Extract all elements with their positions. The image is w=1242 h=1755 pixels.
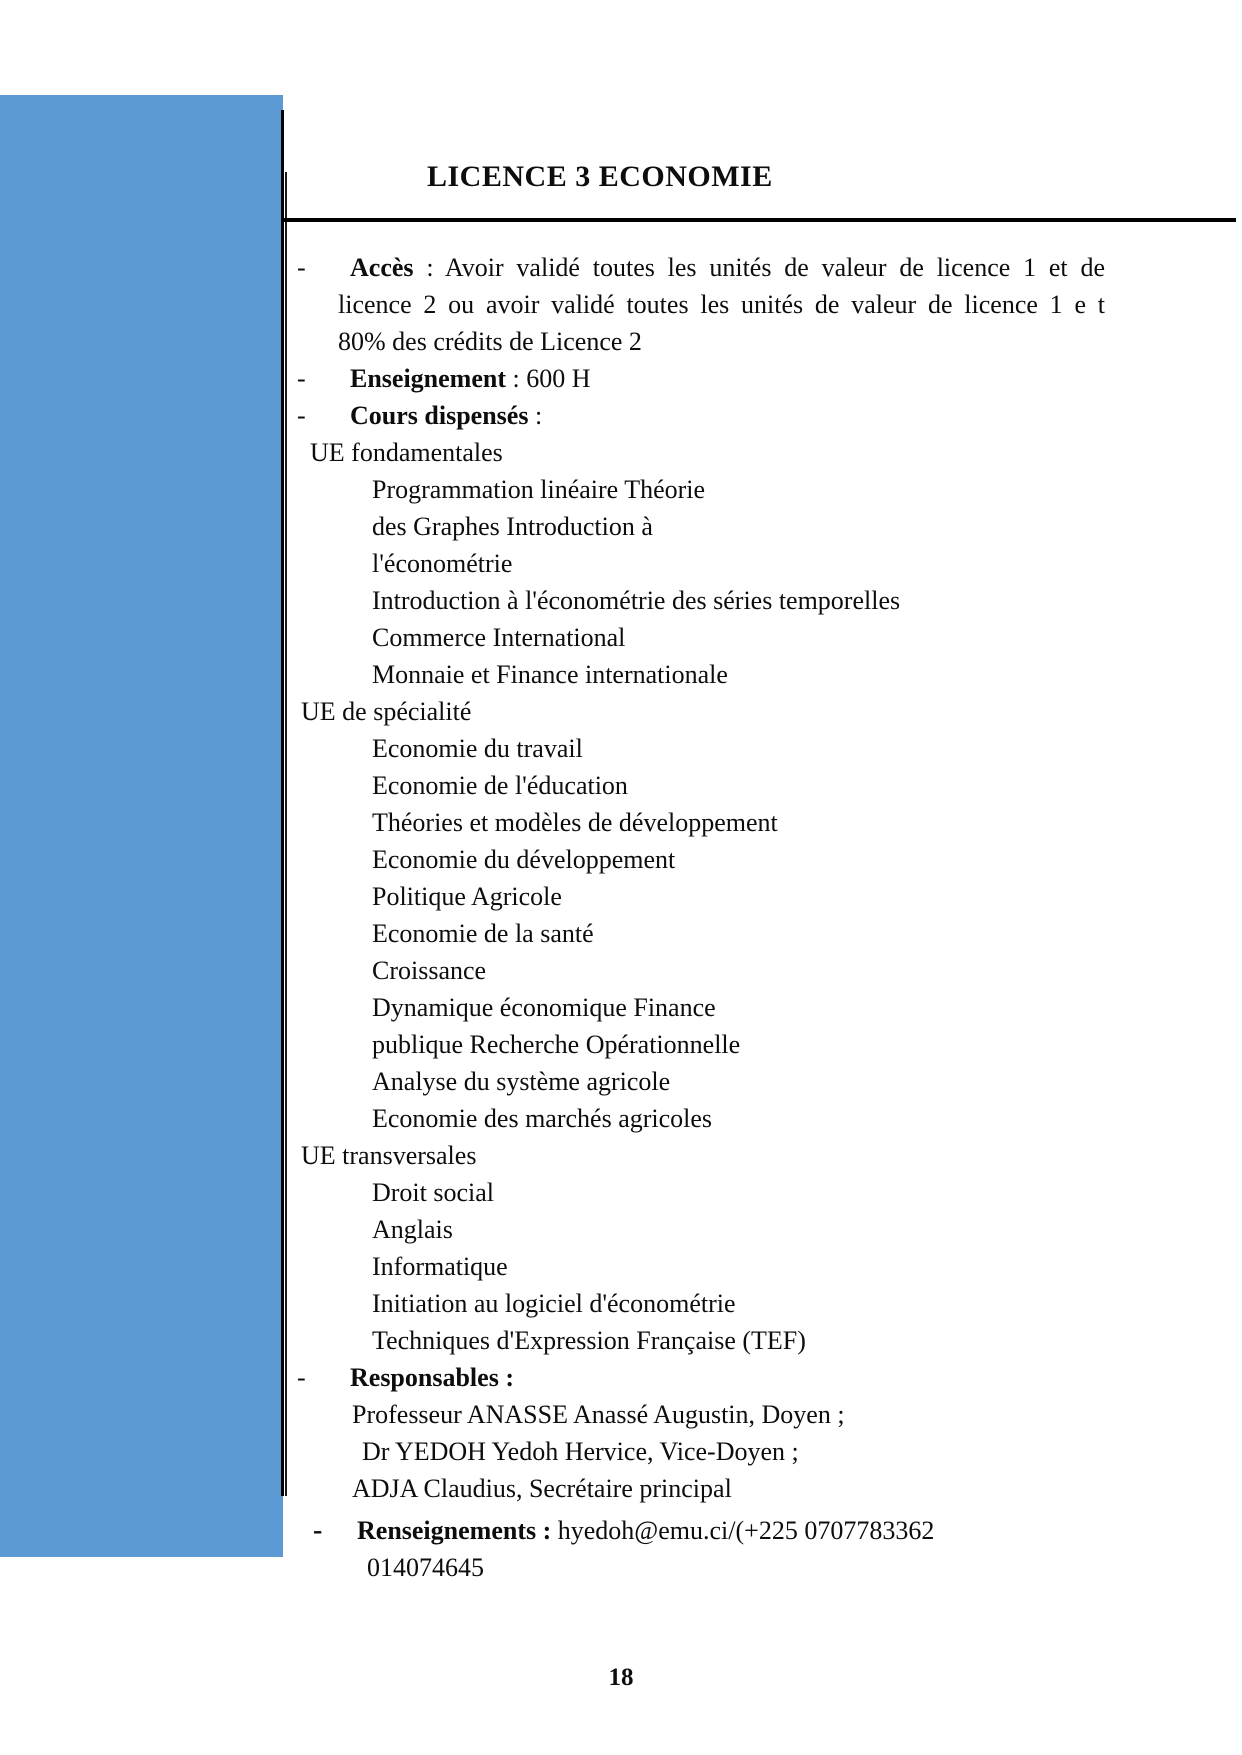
course-item: Analyse du système agricole: [372, 1067, 671, 1096]
title-underline-rule: [281, 218, 1236, 222]
course-item: Politique Agricole: [372, 882, 562, 911]
responsables-label: Responsables :: [350, 1363, 514, 1392]
enseignement-value: : 600 H: [506, 364, 591, 393]
course-item: Initiation au logiciel d'économétrie: [372, 1289, 736, 1318]
responsable-name: Dr YEDOH Yedoh Hervice, Vice-Doyen ;: [362, 1437, 799, 1466]
page-number: 18: [608, 1664, 634, 1691]
course-item: Economie de l'éducation: [372, 771, 628, 800]
course-item: Techniques d'Expression Française (TEF): [372, 1326, 806, 1355]
responsables-line: [283, 1359, 1183, 1396]
bullet-dash: -: [297, 364, 306, 393]
enseignement-label: Enseignement: [350, 364, 506, 393]
enseignement-line: [283, 360, 1183, 397]
bullet-dash: -: [313, 1515, 323, 1546]
course-item: l'économétrie: [372, 549, 513, 578]
renseignements-label: Renseignements :: [357, 1516, 552, 1545]
course-item: Anglais: [372, 1215, 453, 1244]
course-item: publique Recherche Opérationnelle: [372, 1030, 741, 1059]
cours-label: Cours dispensés: [350, 401, 529, 430]
responsable-name: Professeur ANASSE Anassé Augustin, Doyen ;: [352, 1400, 845, 1429]
document-body: [283, 249, 1183, 1586]
course-item: Economie du travail: [372, 734, 583, 763]
access-line-3: 80% des crédits de Licence 2: [338, 327, 642, 356]
responsable-name: ADJA Claudius, Secrétaire principal: [352, 1474, 732, 1503]
course-item: Economie des marchés agricoles: [372, 1104, 713, 1133]
renseignements-phone: 014074645: [367, 1553, 484, 1582]
course-item: Croissance: [372, 956, 487, 985]
course-item: Economie de la santé: [372, 919, 594, 948]
access-text-1: : Avoir validé toutes les unités de valeur de licence 1 et de: [413, 253, 1105, 282]
page-title: LICENCE 3 ECONOMIE: [427, 160, 773, 193]
course-item: des Graphes Introduction à: [372, 512, 653, 541]
access-label: Accès: [350, 253, 414, 282]
renseignements-line: [283, 1512, 1183, 1549]
access-line-2: licence 2 ou avoir validé toutes les unités de valeur de licence 1 e t: [338, 290, 1105, 319]
bullet-dash: -: [297, 1363, 306, 1392]
blue-sidebar-rectangle: [0, 95, 283, 1557]
course-item: Economie du développement: [372, 845, 676, 874]
ue-specialite-header: UE de spécialité: [301, 697, 472, 726]
course-item: Informatique: [372, 1252, 508, 1281]
course-item: Droit social: [372, 1178, 495, 1207]
course-item: Dynamique économique Finance: [372, 993, 716, 1022]
ue-transversales-header: UE transversales: [301, 1141, 477, 1170]
course-item: Monnaie et Finance internationale: [372, 660, 728, 689]
ue-fondamentales-header: UE fondamentales: [310, 438, 503, 467]
renseignements-contact: hyedoh@emu.ci/(+225 0707783362: [551, 1516, 935, 1545]
course-item: Introduction à l'économétrie des séries temporelles: [372, 586, 901, 615]
bullet-dash: -: [297, 401, 306, 430]
cours-dispenses-line: [283, 397, 1183, 434]
course-item: Commerce International: [372, 623, 626, 652]
course-item: Théories et modèles de développement: [372, 808, 778, 837]
bullet-dash: -: [297, 253, 306, 282]
course-item: Programmation linéaire Théorie: [372, 475, 706, 504]
access-line-1: [283, 249, 1105, 286]
cours-colon: :: [528, 401, 543, 430]
